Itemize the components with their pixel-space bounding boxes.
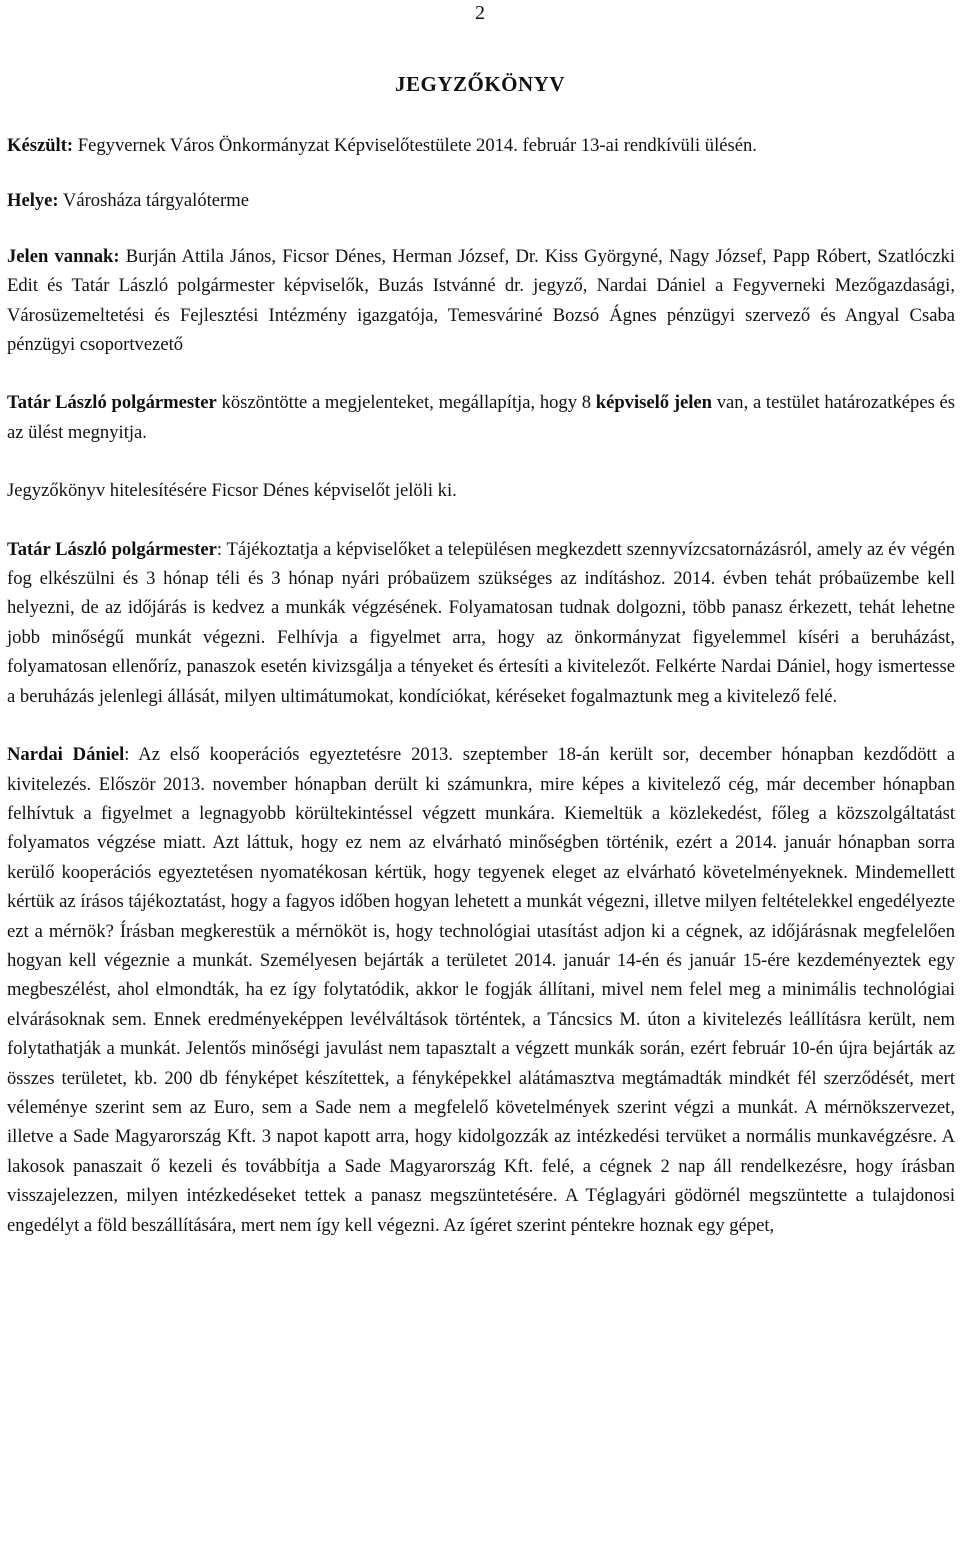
opening-text-1: köszöntötte a megjelenteket, megállapítja, hogy 8	[216, 392, 596, 414]
nardai-speech-paragraph	[7, 740, 955, 1240]
opening-text-2: van, a testület határozatképes és az ülést megnyitja.	[7, 392, 956, 443]
document-body	[7, 131, 955, 1240]
nardai-speaker: Nardai Dániel	[7, 744, 125, 766]
tatar-speech-paragraph	[7, 535, 955, 711]
document-title: JEGYZŐKÖNYV	[394, 72, 565, 96]
keszult-text: Fegyvernek Város Önkormányzat Képviselőtestülete 2014. február 13-ai rendkívüli ülésén.	[73, 135, 757, 156]
page-number: 2	[475, 2, 485, 24]
helye-text: Városháza tárgyalóterme	[58, 190, 249, 212]
opening-speaker: Tatár László polgármester	[7, 392, 217, 414]
tatar-speech-text: : Tájékoztatja a képviselőket a településen megkezdett szennyvízcsatornázásról, amely az év végén fog elkészülni és 3 hónap téli és 3 hónap nyári próbaüzem szükséges az indításhoz. 2014. évben tehát próbaüzembe kell helyezni, de az időjárás is kedvez a munkák végzésének. Folyamatosan tudnak dolgozni, több panasz érkezett, tehát lehetne jobb minőségű munkát végezni. Felhívja a figyelmet arra, hogy az önkormányzat figyelemmel kíséri a beruházást, folyamatosan ellenőríz, panaszok esetén kivizsgálja a tényeket és értesíti a kivitelezőt. Felkérte Nardai Dániel, hogy ismertesse a beruházás jelenlegi állását, milyen ultimátumokat, kondíciókat, kéréseket fogalmaztunk meg a kivitelező felé.	[7, 538, 955, 707]
hitelesites-part-3: t jelöli ki.	[385, 480, 457, 502]
hitelesites-part-1: Jegyző	[7, 480, 59, 502]
jelen-label: Jelen vannak:	[7, 245, 120, 267]
hitelesites-paragraph	[7, 476, 955, 505]
keszult-label: Készült:	[7, 135, 74, 156]
keszult-paragraph	[7, 131, 955, 160]
opening-bold-phrase: képviselő jelen	[595, 392, 713, 414]
jelen-paragraph	[7, 242, 955, 360]
nardai-speech-text: : Az első kooperációs egyeztetésre 2013. szeptember 18-án került sor, december hónapban kezdődött a kivitelezés. Először 2013. november hónapban derült ki számunkra, mire képes a kivitelező cég, már december hónapban felhívtuk a figyelmet a legnagyobb körültekintéssel végzett munkára. Kiemeltük a közlekedést, főleg a közszolgáltatást folyamatos végzése miatt. Azt láttuk, hogy ez nem az elvárható minőségben történik, ezért a 2014. január hónapban sorra kerülő kooperációs egyeztetésen nyomatékosan kértük, hogy tegyenek eleget az elvárható követelményeknek. Mindemellett kértük az írásos tájékoztatást, hogy a fagyos időben hogyan lehetett a munkát végezni, illetve milyen feltételekkel engedélyezte ezt a mérnök? Írásban megkerestük a mérnököt is, hogy technológiai utasítást adjon ki a cégnek, az időjárásnak megfelelően hogyan kell végeznie a munkát. Személyesen bejárták a területet 2014. január 14-én és január 15-ére kezdeményeztek egy megbeszélést, ahol elmondták, ha ez így folytatódik, akkor le fogják állítani, mivel nem felel meg a minimális technológiai elvárásoknak sem. Ennek eredményeképpen levélváltások történtek, a Táncsics M. úton a kivitelezés leállításra került, nem folytathatják a munkát. Jelentős minőségi javulást nem tapasztalt a végzett munkák során, ezért február 10-én újra bejárták az összes területet, kb. 200 db fényképet készítettek, a fényképekkel alátámasztva megtámadták mindkét fél szerződését, mert véleménye szerint sem az Euro, sem a Sade nem a megfelelő követelmények szerint végzi a munkát. A mérnökszervezet, illetve a Sade Magyarország Kft. 3 napot kapott arra, hogy kidolgozzák az intézkedési tervüket a normális munkavégzésre. A lakosok panaszait ő kezeli és továbbítja a Sade Magyarország Kft. felé, a cégnek 2 nap áll rendelkezésre, hogy írásban visszajelezzen, milyen intézkedéseket tettek a panasz megszüntetésére. A Téglagyári gödörnél megszüntette a tulajdonosi engedélyt a föld beszállítására, mert nem így kell végezni. Az ígéret szerint péntekre hoznak egy gépet,	[7, 744, 955, 1236]
tatar-speaker: Tatár László polgármester	[7, 538, 217, 560]
helye-paragraph	[7, 186, 955, 215]
opening-paragraph	[7, 388, 955, 447]
helye-label: Helye:	[7, 190, 59, 212]
hitelesites-part-2: könyv hitelesítésére Ficsor Dénes képviselő	[58, 480, 385, 502]
jelen-text: Burján Attila János, Ficsor Dénes, Herman József, Dr. Kiss Györgyné, Nagy József, Papp Róbert, Szatlóczki Edit és Tatár László polgármester képviselők, Buzás Istvánné dr. jegyző, Nardai Dániel a Fegyverneki Mezőgazdasági, Városüzemeltetési és Fejlesztési Intézmény igazgatója, Temesváriné Bozsó Ágnes pénzügyi szervező és Angyal Csaba pénzügyi csoportvezető	[7, 245, 955, 356]
